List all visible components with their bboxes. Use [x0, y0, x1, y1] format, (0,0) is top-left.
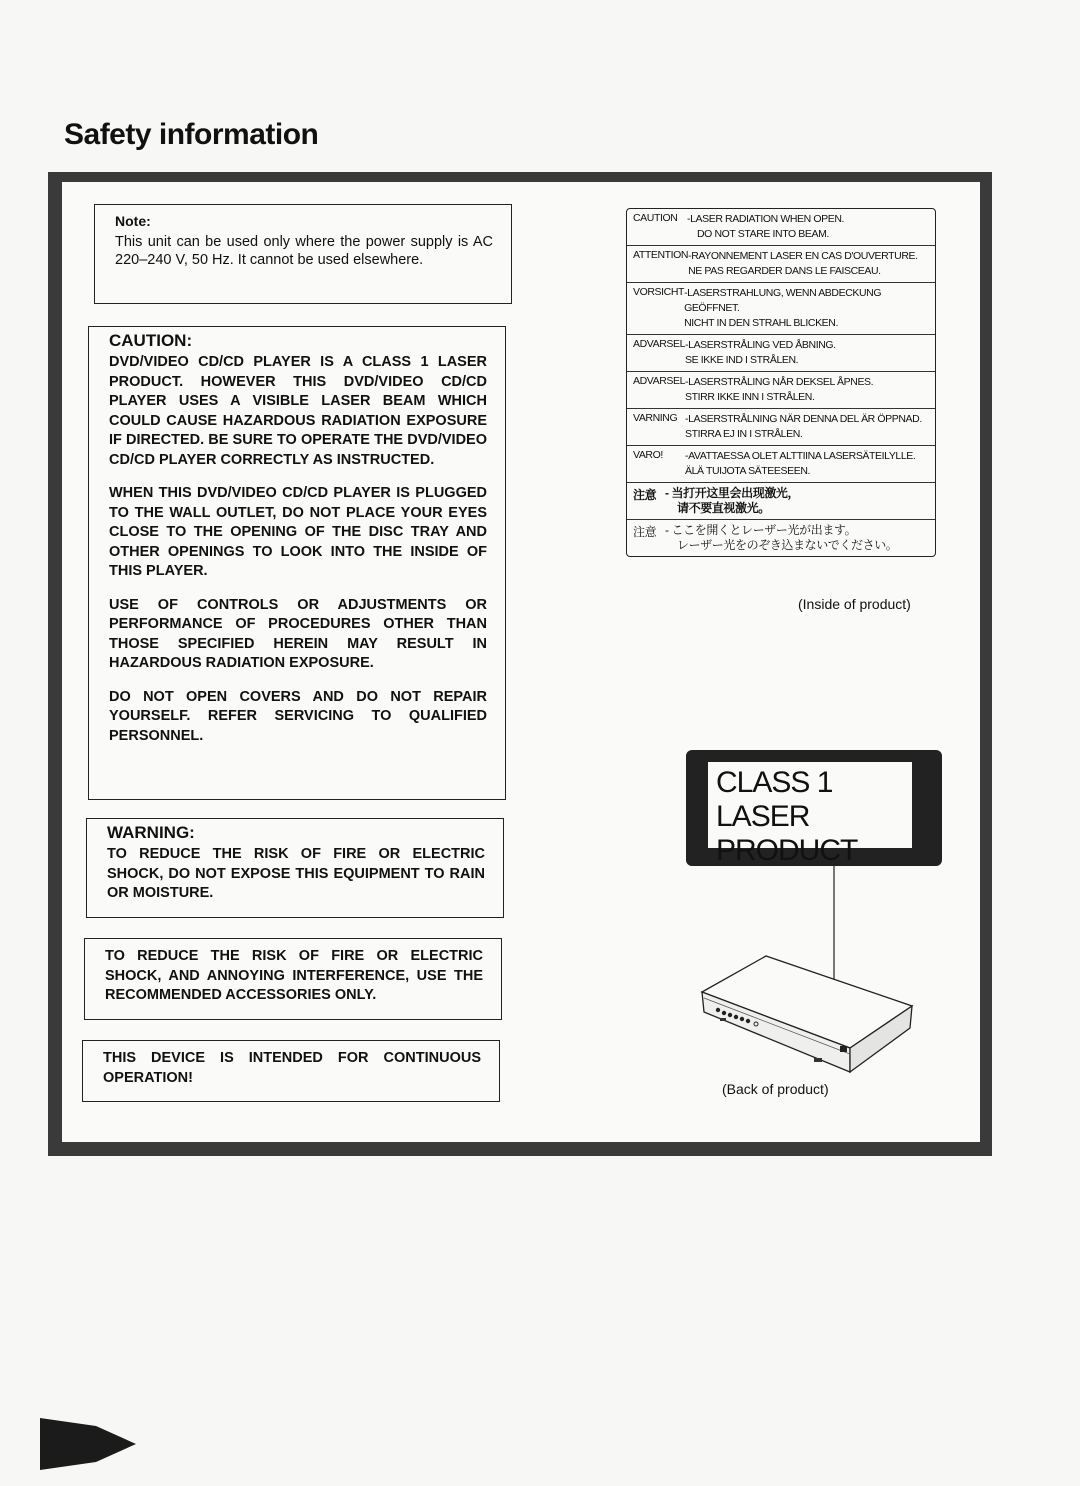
label-row-line1: - ここを開くとレーザー光が出ます。: [665, 523, 857, 537]
page-tab-mark: [40, 1414, 150, 1474]
label-row-line1: -LASERSTRÅLNING NÄR DENNA DEL ÄR ÖPPNAD.: [685, 413, 922, 425]
label-row-line2: SE IKKE IND I STRÅLEN.: [685, 354, 799, 366]
caution-box: [88, 326, 506, 800]
continuous-notice-box: [82, 1040, 500, 1102]
label-row-word: ADVARSEL: [633, 375, 686, 387]
accessories-notice-text: TO REDUCE THE RISK OF FIRE OR ELECTRIC SHOCK, AND ANNOYING INTERFERENCE, USE THE RECOMMENDED ACCESSORIES ONLY.: [105, 948, 483, 1003]
back-of-product-caption: (Back of product): [722, 1081, 829, 1097]
laser-warning-label: [626, 208, 936, 557]
label-row-line1: -LASERSTRÅLING VED ÅBNING.: [685, 339, 836, 351]
label-row-word: ATTENTION: [633, 249, 689, 261]
caution-paragraph: USE OF CONTROLS OR ADJUSTMENTS OR PERFORMANCE OF PROCEDURES OTHER THAN THOSE SPECIFIED HEREIN MAY RESULT IN HAZARDOUS RADIATION EXPOSURE.: [109, 596, 487, 671]
label-row-line1: - 当打开这里会出现激光，: [665, 486, 800, 500]
label-row: [627, 209, 935, 246]
continuous-notice-text: THIS DEVICE IS INTENDED FOR CONTINUOUS OPERATION!: [103, 1050, 481, 1086]
label-row: [627, 335, 935, 372]
label-row-word: VARO!: [633, 449, 663, 461]
class-label-line1: CLASS 1: [716, 766, 833, 799]
label-row-word: CAUTION: [633, 212, 678, 224]
label-row-line2: NE PAS REGARDER DANS LE FAISCEAU.: [688, 265, 881, 277]
label-row-line2: ÄLÄ TUIJOTA SÄTEESEEN.: [685, 465, 811, 477]
label-row-line2: レーザー光をのぞき込まないでください。: [677, 538, 898, 552]
label-row-line1: -LASERSTRAHLUNG, WENN ABDECKUNG GEÖFFNET.: [684, 287, 882, 314]
caution-paragraph: WHEN THIS DVD/VIDEO CD/CD PLAYER IS PLUGGED TO THE WALL OUTLET, DO NOT PLACE YOUR EYES CLOSE TO THE OPENING OF THE DISC TRAY AND OTHER OPENINGS TO LOOK INTO THE INSIDE OF THIS PLAYER.: [109, 485, 487, 579]
label-row-line2: STIRR IKKE INN I STRÅLEN.: [685, 391, 815, 403]
label-row-word: 注意: [633, 525, 657, 539]
label-row: [627, 246, 935, 283]
label-row-line2: NICHT IN DEN STRAHL BLICKEN.: [684, 317, 838, 329]
label-row: [627, 283, 935, 335]
caution-paragraph: DO NOT OPEN COVERS AND DO NOT REPAIR YOURSELF. REFER SERVICING TO QUALIFIED PERSONNEL.: [109, 688, 487, 744]
label-row-line1: -LASERSTRÅLING NÅR DEKSEL ÅPNES.: [685, 376, 874, 388]
label-spot: [840, 1046, 847, 1052]
label-row-word: VORSICHT: [633, 286, 685, 298]
label-row: [627, 446, 935, 483]
caution-paragraph: DVD/VIDEO CD/CD PLAYER IS A CLASS 1 LASER PRODUCT. HOWEVER THIS DVD/VIDEO CD/CD PLAYER USES A VISIBLE LASER BEAM WHICH COULD CAUSE HAZARDOUS RADIATION EXPOSURE IF DIRECTED. BE SURE TO OPERATE THE DVD/VIDEO CD/CD PLAYER CORRECTLY AS INSTRUCTED.: [109, 354, 487, 468]
player-back-illustration: [690, 860, 930, 1080]
label-row-line2: DO NOT STARE INTO BEAM.: [697, 228, 829, 240]
label-row-line1: -LASER RADIATION WHEN OPEN.: [687, 213, 845, 225]
class-label-line2: LASER PRODUCT: [716, 800, 858, 867]
label-row-word: 注意: [633, 488, 657, 502]
label-row: [627, 409, 935, 446]
label-row-line1: -AVATTAESSA OLET ALTTIINA LASERSÄTEILYLLE.: [685, 450, 916, 462]
caution-heading: CAUTION:: [109, 331, 193, 350]
note-heading: Note:: [115, 213, 151, 229]
label-row: [627, 372, 935, 409]
label-row-line2: STIRRA EJ IN I STRÅLEN.: [685, 428, 803, 440]
note-box: [94, 204, 512, 304]
page-title: Safety information: [64, 118, 319, 151]
label-row-line2: 请不要直视激光。: [677, 501, 770, 515]
label-row-line1: -RAYONNEMENT LASER EN CAS D'OUVERTURE.: [688, 250, 918, 262]
warning-heading: WARNING:: [107, 823, 195, 842]
class-1-label: [708, 762, 912, 867]
label-row-word: VARNING: [633, 412, 678, 424]
warning-text: TO REDUCE THE RISK OF FIRE OR ELECTRIC SHOCK, DO NOT EXPOSE THIS EQUIPMENT TO RAIN OR MOISTURE.: [107, 846, 485, 901]
warning-box: [86, 818, 504, 918]
note-text: This unit can be used only where the power supply is AC 220–240 V, 50 Hz. It cannot be used elsewhere.: [115, 234, 493, 268]
label-row: [627, 483, 935, 520]
label-row: [627, 520, 935, 556]
label-row-word: ADVARSEL: [633, 338, 686, 350]
accessories-notice-box: [84, 938, 502, 1020]
inside-of-product-caption: (Inside of product): [798, 596, 911, 612]
